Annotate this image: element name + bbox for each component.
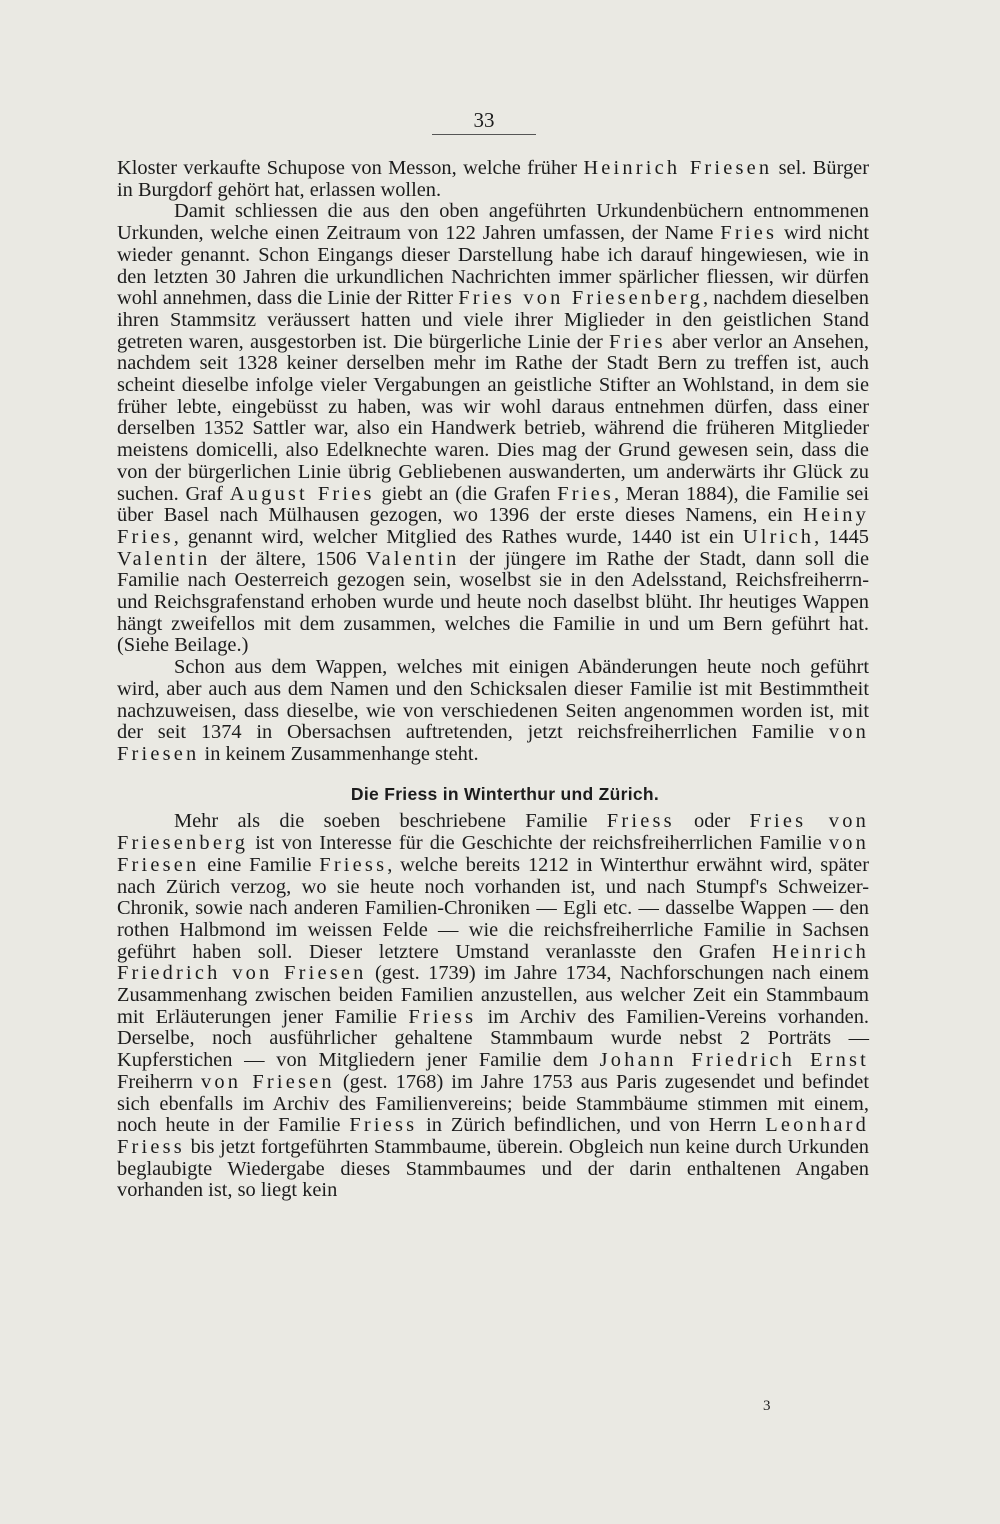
text-run: , Meran 1884), die Familie sei über Basel nach Mülhausen gezogen, wo 1396 der erste dieses Namens, ein bbox=[117, 482, 869, 527]
text-run: in keinem Zusammenhange steht. bbox=[199, 742, 479, 765]
body-text bbox=[117, 158, 869, 1202]
spaced-name: Fries bbox=[557, 482, 614, 505]
text-run: , genannt wird, welcher Mitglied des Rathes wurde, 1440 ist ein bbox=[173, 525, 743, 548]
text-run: der ältere, 1506 bbox=[210, 547, 367, 570]
paragraph bbox=[117, 201, 869, 657]
text-run: Freiherrn bbox=[117, 1070, 201, 1093]
paragraph bbox=[117, 158, 869, 201]
paragraph bbox=[117, 811, 869, 1202]
spaced-name: von Friesen bbox=[200, 1070, 335, 1093]
text-run: , 1445 bbox=[814, 525, 869, 548]
spaced-name: Friess bbox=[319, 853, 388, 876]
spaced-name: von Friesen bbox=[117, 721, 869, 765]
text-run: in Zürich befindlichen, und von Herrn bbox=[417, 1114, 766, 1137]
spaced-name: Friess bbox=[408, 1005, 477, 1028]
spaced-name: Heinrich Friesen bbox=[583, 157, 773, 179]
spaced-name: Valentin bbox=[117, 547, 211, 570]
spaced-name: Friess bbox=[349, 1114, 418, 1137]
text-run: eine Familie bbox=[199, 853, 320, 876]
spaced-name: Fries bbox=[720, 222, 778, 245]
signature-mark: 3 bbox=[763, 1398, 771, 1414]
spaced-name: Fries von Friesenberg bbox=[458, 287, 703, 310]
paragraph bbox=[117, 657, 869, 766]
page-number: 33 bbox=[473, 108, 495, 132]
spaced-name: Ulrich bbox=[742, 525, 815, 548]
text-run: , nachdem dieselben ihren Stammsitz veräussert hatten und viele ihrer Miglieder in den geistlichen Stand getreten waren, ausgestorben ist. Die bürgerliche Linie der bbox=[117, 287, 869, 353]
text-run: Schon aus dem Wappen, welches mit einigen Abänderungen heute noch geführt wird, aber auch aus dem Namen und den Schicksalen dieser Familie ist mit Bestimmtheit nachzuweisen, dass dieselbe, wie von verschiedenen Seiten angenommen worden ist, mit der seit 1374 in Obersachsen auftretenden, jetzt reichsfreiherrlichen Familie bbox=[117, 656, 869, 744]
spaced-name: von Friesen bbox=[117, 832, 869, 876]
text-run: , welche bereits 1212 in Winterthur erwähnt wird, später nach Zürich verzog, wo sie heute noch vorhanden ist, und nach Stumpf's Schweizer-Chronik, sowie nach anderen Familien-Chroniken — Egli etc. — dasselbe Wappen — den rothen Halbmond im weissen Felde — wie die reichsfreiherrliche Familie in Sachsen geführt haben soll. Dieser letztere Umstand veranlasste den Grafen bbox=[117, 853, 869, 963]
spaced-name: Leonhard Friess bbox=[117, 1114, 869, 1158]
text-run: sel. Bürger in Burgdorf gehört hat, erlassen wollen. bbox=[117, 157, 869, 201]
text-run: Damit schliessen die aus den oben angeführten Urkundenbüchern entnommenen Urkunden, welche einen Zeitraum von 122 Jahren umfassen, der Name bbox=[117, 200, 869, 245]
spaced-name: August Fries bbox=[229, 482, 375, 505]
text-run: der jüngere im Rathe der Stadt, dann soll die Familie nach Oesterreich gezogen sein, woselbst sie in den Adelsstand, Reichsfreiherrn- und Reichsgrafenstand erhoben wurde und heute noch daselbst blüht. Ihr heutiges Wappen hängt zweifellos mit dem zusammen, welches die Familie in und um Bern geführt hat. (Siehe Beilage.) bbox=[117, 547, 869, 657]
spaced-name: Johann Friedrich Ernst bbox=[599, 1049, 869, 1072]
text-run: bis jetzt fortgeführten Stammbaume, überein. Obgleich nun keine durch Urkunden beglaubigte Wiedergabe dieses Stammbaumes und der darin enthaltenen Angaben vorhanden ist, so liegt kein bbox=[117, 1135, 869, 1202]
text-run: giebt an (die Grafen bbox=[374, 482, 558, 505]
text-run: Kloster verkaufte Schupose von Messon, welche früher bbox=[117, 157, 584, 179]
text-run: (gest. 1739) im Jahre 1734, Nachforschungen nach einem Zusammenhang zwischen beiden Familien anzustellen, aus welcher Zeit ein Stammbaum mit Erläuterungen jener Familie bbox=[117, 962, 869, 1028]
text-run: aber verlor an Ansehen, nachdem seit 1328 keiner derselben mehr im Rathe der Stadt Bern zu treffen ist, auch scheint dieselbe infolge vieler Vergabungen an geistliche Stifter an Wohlstand, in dem sie früher lebte, eingebüsst zu haben, was wir wohl daraus entnehmen dürfen, dass einer derselben 1352 Sattler war, also ein Handwerk betrieb, während die früheren Mitglieder meistens domicelli, also Edelknechte waren. Dies mag der Grund gewesen sein, dass die von der bürgerlichen Linie übrig Gebliebenen auswanderten, um anderwärts ihr Glück zu suchen. Graf bbox=[117, 330, 869, 505]
text-run: im Archiv des Familien-Vereins vorhanden. Derselbe, noch ausführlicher gehaltene Stammbaum wurde nebst 2 Porträts — Kupferstichen — von Mitgliedern jener Familie dem bbox=[117, 1005, 869, 1072]
text-run: wird nicht wieder genannt. Schon Eingangs dieser Darstellung habe ich darauf hingewiesen, wie in den letzten 30 Jahren die urkundlichen Nachrichten immer spärlicher fliessen, wir dürfen wohl annehmen, dass die Linie der Ritter bbox=[117, 222, 870, 310]
spaced-name: Friess bbox=[606, 810, 675, 833]
main-paragraphs bbox=[117, 158, 869, 766]
section-heading: Die Friess in Winterthur und Zürich. bbox=[350, 783, 660, 804]
page-number-rule bbox=[432, 134, 536, 135]
spaced-name: Fries von Friesenberg bbox=[117, 810, 869, 855]
spaced-name: Valentin bbox=[366, 547, 460, 570]
text-run: (gest. 1768) im Jahre 1753 aus Paris zugesendet und befindet sich ebenfalls im Archiv des Familienvereins; beide Stammbäume stimmen mit einem, noch heute in der Familie bbox=[117, 1070, 869, 1137]
spaced-name: Heinrich Friedrich von Friesen bbox=[117, 940, 869, 985]
text-run: oder bbox=[674, 810, 750, 833]
spaced-name: Heiny Fries bbox=[117, 504, 869, 548]
section-paragraphs bbox=[117, 811, 869, 1202]
text-run: ist von Interesse für die Geschichte der reichsfreiherrlichen Familie bbox=[248, 832, 829, 855]
text-run: Mehr als die soeben beschriebene Familie bbox=[174, 810, 607, 833]
spaced-name: Fries bbox=[609, 330, 666, 353]
